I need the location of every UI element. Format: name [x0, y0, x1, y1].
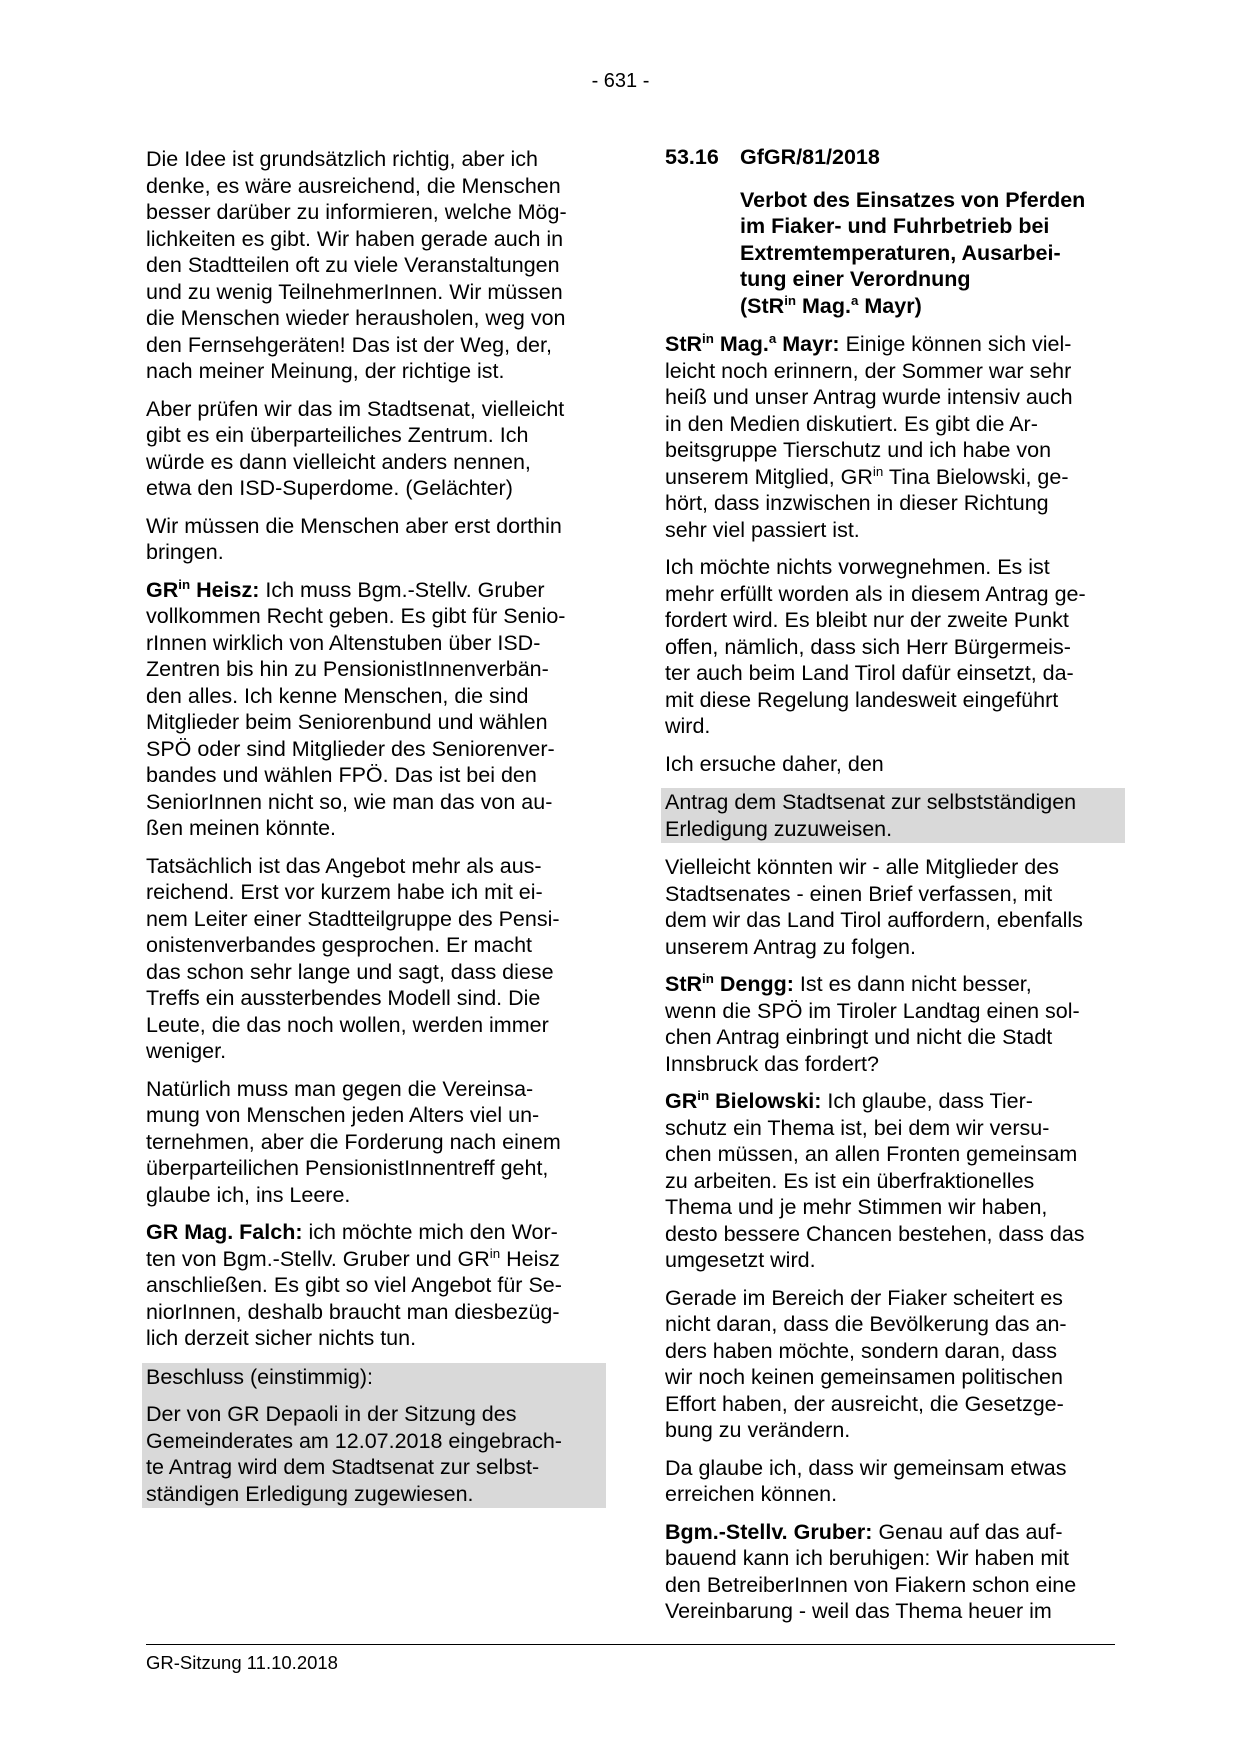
right-column [665, 146, 1121, 1636]
paragraph-line: Extremtemperaturen, Ausarbei- [740, 240, 1061, 265]
paragraph-line: Aber prüfen wir das im Stadtsenat, vielleicht [146, 396, 565, 421]
paragraph-line: Antrag dem Stadtsenat zur selbstständigen [665, 790, 1077, 814]
paragraph-line: Bgm.-Stellv. Gruber: Genau auf das auf- [665, 1519, 1063, 1544]
paragraph [665, 1455, 1121, 1508]
paragraph-line: $GR^{in}$ Bielowski: Ich glaube, dass Tier- [665, 1087, 1033, 1113]
paragraph-line: unserem Mitglied, $GR^{in}$ Tina Bielowski, ge- [665, 463, 1069, 489]
paragraph-line: denke, es wäre ausreichend, die Menschen [146, 173, 561, 198]
paragraph-line: den BetreiberInnen von Fiakern schon eine [665, 1572, 1077, 1597]
paragraph-line: Mitglieder beim Seniorenbund und wählen [146, 710, 548, 734]
paragraph [665, 554, 1121, 740]
motion-box [661, 788, 1125, 843]
footer-divider [146, 1644, 1115, 1645]
paragraph-line: sehr viel passiert ist. [665, 517, 860, 542]
paragraph-line: etwa den ISD-Superdome. (Gelächter) [146, 476, 513, 500]
paragraph-line: bauend kann ich beruhigen: Wir haben mit [665, 1546, 1069, 1570]
paragraph-line: Da glaube ich, dass wir gemeinsam etwas [665, 1455, 1067, 1480]
paragraph [665, 1285, 1121, 1444]
speaker-name: $GR^{in}$ Heisz: [146, 576, 260, 602]
paragraph-line: wird. [665, 714, 711, 738]
paragraph [665, 854, 1121, 960]
paragraph-line: ßen meinen könnte. [146, 816, 337, 840]
paragraph-line: lichkeiten es gibt. Wir haben gerade auch in [146, 226, 564, 251]
statement-falch [146, 1219, 602, 1352]
paragraph [146, 513, 602, 566]
paragraph-line: nem Leiter einer Stadtteilgruppe des Pensi- [146, 906, 560, 931]
paragraph-line: Thema und je mehr Stimmen wir haben, [665, 1195, 1048, 1219]
paragraph-line: GR Mag. Falch: ich möchte mich den Wor- [146, 1220, 558, 1244]
paragraph-line: den Stadtteilen oft zu viele Veranstaltungen [146, 253, 560, 277]
paragraph-line: SPÖ oder sind Mitglieder des Seniorenver- [146, 736, 555, 761]
paragraph-line: bringen. [146, 540, 224, 564]
statement-bielowski [665, 1088, 1121, 1274]
footer-session-date: GR-Sitzung 11.10.2018 [146, 1652, 338, 1673]
paragraph-line: onistenverbandes gesprochen. Er macht [146, 933, 533, 957]
paragraph-line: wenn die SPÖ im Tiroler Landtag einen sol- [665, 998, 1080, 1023]
paragraph-line: offen, nämlich, dass sich Herr Bürgermeis- [665, 634, 1071, 659]
paragraph-line: ternehmen, aber die Forderung nach einem [146, 1129, 561, 1154]
paragraph-line: ten von Bgm.-Stellv. Gruber und $GR^{in}$ Heisz [146, 1245, 560, 1271]
agenda-author: (StR$^{in}$ Mag.$^a$ Mayr) [740, 292, 922, 318]
agenda-code: GfGR/81/2018 [740, 145, 880, 169]
paragraph-line: te Antrag wird dem Stadtsenat zur selbst- [146, 1455, 540, 1479]
paragraph-line: weniger. [146, 1039, 227, 1063]
paragraph-line: bandes und wählen FPÖ. Das ist bei den [146, 763, 537, 787]
paragraph-line: Natürlich muss man gegen die Vereinsa- [146, 1076, 534, 1101]
paragraph-line: Die Idee ist grundsätzlich richtig, aber ich [146, 147, 538, 171]
statement-heisz [146, 577, 602, 842]
paragraph-line: bung zu verändern. [665, 1418, 851, 1442]
paragraph [146, 1076, 602, 1209]
paragraph-line: in den Medien diskutiert. Es gibt die Ar- [665, 411, 1038, 436]
paragraph-line: chen müssen, an allen Fronten gemeinsam [665, 1142, 1078, 1166]
paragraph-line: leicht noch erinnern, der Sommer war sehr [665, 358, 1072, 383]
statement-dengg [665, 971, 1121, 1077]
paragraph-line: unserem Antrag zu folgen. [665, 934, 916, 959]
agenda-number: 53.16 [665, 145, 719, 169]
paragraph-line: StR$^{in}$ Dengg: Ist es dann nicht besser, [665, 970, 1032, 996]
speaker-name: $GR^{in}$ Bielowski: [665, 1087, 822, 1113]
paragraph-line: mehr erfüllt worden als in diesem Antrag ge- [665, 581, 1086, 606]
paragraph-line: desto bessere Chancen bestehen, dass das [665, 1221, 1085, 1246]
paragraph-line: $GR^{in}$ Heisz: Ich muss Bgm.-Stellv. Gruber [146, 576, 545, 602]
paragraph-line: Gerade im Bereich der Fiaker scheitert es [665, 1285, 1063, 1310]
paragraph-line: gibt es ein überparteiliches Zentrum. Ich [146, 423, 529, 447]
agenda-title [665, 187, 1121, 320]
paragraph-line: StR$^{in}$ Mag.$^a$ Mayr: Einige können sich viel- [665, 330, 1072, 356]
paragraph-line: Stadtsenates - einen Brief verfassen, mit [665, 881, 1053, 906]
statement-mayr [665, 331, 1121, 543]
paragraph-line: Tatsächlich ist das Angebot mehr als aus- [146, 853, 542, 878]
paragraph-line: Effort haben, der ausreicht, die Gesetzge- [665, 1391, 1064, 1416]
agenda-item-heading [665, 144, 1121, 171]
paragraph [146, 146, 602, 385]
paragraph [665, 751, 1121, 778]
paragraph-line: mit diese Regelung landesweit eingeführt [665, 687, 1059, 712]
paragraph-line: das schon sehr lange und sagt, dass diese [146, 959, 554, 984]
resolution-box [142, 1363, 606, 1509]
speaker-name: StR$^{in}$ Mag.$^a$ Mayr: [665, 330, 840, 356]
paragraph-line: überparteilichen PensionistInnentreff geht, [146, 1156, 549, 1180]
speaker-name: StR$^{in}$ Dengg: [665, 970, 794, 996]
paragraph-line: Ich ersuche daher, den [665, 751, 884, 776]
left-column [146, 146, 602, 1508]
resolution-text [146, 1401, 602, 1507]
paragraph-line: nach meiner Meinung, der richtige ist. [146, 359, 505, 383]
paragraph-line: Verbot des Einsatzes von Pferden [740, 187, 1086, 212]
paragraph-line: rInnen wirklich von Altenstuben über ISD- [146, 630, 541, 655]
speaker-name: GR Mag. Falch: [146, 1220, 303, 1244]
paragraph-line: Ich möchte nichts vorwegnehmen. Es ist [665, 555, 1050, 579]
paragraph-line: den Fernsehgeräten! Das ist der Weg, der, [146, 332, 552, 357]
speaker-name: Bgm.-Stellv. Gruber: [665, 1519, 873, 1544]
paragraph-line: Treffs ein aussterbendes Modell sind. Die [146, 986, 541, 1010]
resolution-heading: Beschluss (einstimmig): [146, 1364, 373, 1389]
statement-gruber [665, 1519, 1121, 1625]
paragraph-line: zu arbeiten. Es ist ein überfraktionelles [665, 1168, 1035, 1193]
paragraph-line: ter auch beim Land Tirol dafür einsetzt, da- [665, 661, 1074, 685]
paragraph-line: Leute, die das noch wollen, werden immer [146, 1012, 549, 1037]
paragraph-line: reichend. Erst vor kurzem habe ich mit ei- [146, 880, 543, 904]
paragraph-line: schutz ein Thema ist, bei dem wir versu- [665, 1115, 1050, 1140]
paragraph-line: würde es dann vielleicht anders nennen, [146, 449, 531, 474]
paragraph-line: chen Antrag einbringt und nicht die Stadt [665, 1025, 1053, 1049]
paragraph-line: Vielleicht könnten wir - alle Mitglieder des [665, 855, 1059, 879]
paragraph-line: fordert wird. Es bleibt nur der zweite Punkt [665, 608, 1069, 632]
paragraph-line: Vereinbarung - weil das Thema heuer im [665, 1599, 1052, 1623]
paragraph [146, 853, 602, 1065]
paragraph-line: dem wir das Land Tirol auffordern, ebenfalls [665, 908, 1083, 932]
paragraph-line: umgesetzt wird. [665, 1248, 816, 1272]
paragraph-line: mung von Menschen jeden Alters viel un- [146, 1103, 540, 1127]
paragraph-line: den alles. Ich kenne Menschen, die sind [146, 683, 529, 708]
paragraph-line: Wir müssen die Menschen aber erst dorthin [146, 513, 562, 538]
paragraph-line: hört, dass inzwischen in dieser Richtung [665, 491, 1049, 515]
paragraph-line: glaube ich, ins Leere. [146, 1182, 351, 1207]
paragraph-line: heiß und unser Antrag wurde intensiv auch [665, 385, 1073, 409]
paragraph-line: SeniorInnen nicht so, wie man das von au- [146, 789, 553, 814]
paragraph-line: Gemeinderates am 12.07.2018 eingebrach- [146, 1428, 562, 1453]
paragraph-line: nicht daran, dass die Bevölkerung das an- [665, 1312, 1067, 1336]
paragraph-line: ders haben möchte, sondern daran, dass [665, 1338, 1058, 1363]
paragraph-line: vollkommen Recht geben. Es gibt für Senio- [146, 604, 566, 628]
paragraph-line: anschließen. Es gibt so viel Angebot für Se- [146, 1273, 562, 1297]
paragraph-line: Der von GR Depaoli in der Sitzung des [146, 1402, 517, 1426]
paragraph-line: Erledigung zuzuweisen. [665, 816, 893, 841]
paragraph-line: niorInnen, deshalb braucht man diesbezüg- [146, 1299, 560, 1324]
paragraph-line: im Fiaker- und Fuhrbetrieb bei [740, 214, 1050, 238]
paragraph-line: die Menschen wieder herausholen, weg von [146, 306, 566, 330]
paragraph-line: beitsgruppe Tierschutz und ich habe von [665, 438, 1052, 462]
paragraph-line: ständigen Erledigung zugewiesen. [146, 1481, 474, 1506]
paragraph [146, 396, 602, 502]
paragraph-line: erreichen können. [665, 1482, 838, 1506]
paragraph-line: lich derzeit sicher nichts tun. [146, 1326, 417, 1350]
paragraph-line: besser darüber zu informieren, welche Mög- [146, 200, 567, 224]
paragraph-line: Innsbruck das fordert? [665, 1051, 879, 1076]
paragraph-line: tung einer Verordnung [740, 267, 971, 291]
page-number: - 631 - [591, 70, 650, 92]
paragraph-line: und zu wenig TeilnehmerInnen. Wir müssen [146, 279, 563, 304]
paragraph-line: Zentren bis hin zu PensionistInnenverbän- [146, 657, 549, 681]
paragraph-line: wir noch keinen gemeinsamen politischen [665, 1365, 1063, 1389]
